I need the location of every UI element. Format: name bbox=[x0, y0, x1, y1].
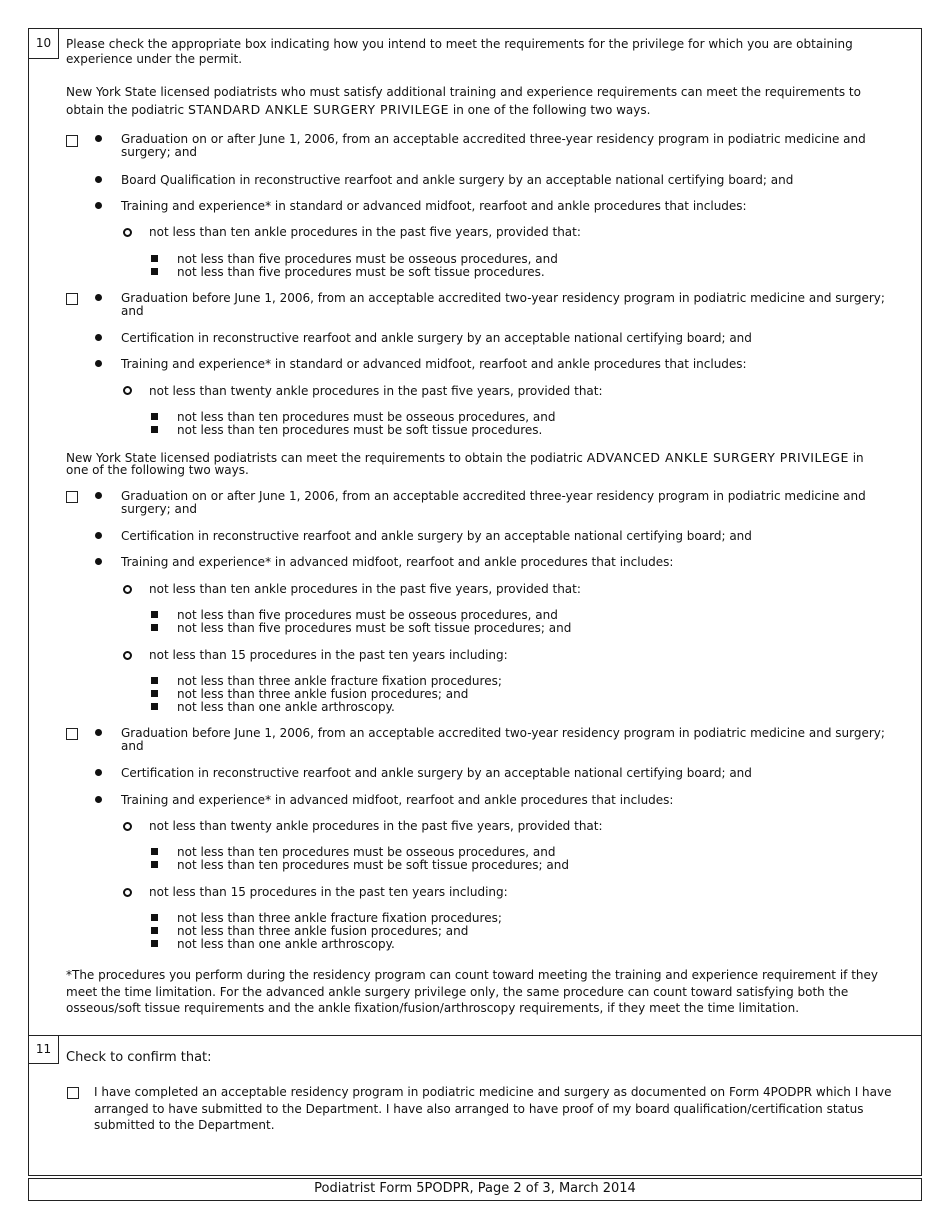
advanced-option-2-sub2: not less than 15 procedures in the past ten years including: bbox=[149, 885, 508, 899]
square-bullet bbox=[151, 268, 158, 275]
standard-intro-line2: obtain the podiatric STANDARD ANKLE SURGERY PRIVILEGE in one of the following two ways. bbox=[66, 102, 651, 117]
square-bullet bbox=[151, 927, 158, 934]
advanced-option-2-fracture: not less than three ankle fracture fixation procedures; bbox=[177, 911, 502, 925]
advanced-option-2-sub1: not less than twenty ankle procedures in the past five years, provided that: bbox=[149, 819, 603, 833]
square-bullet bbox=[151, 426, 158, 433]
circle-bullet bbox=[123, 651, 132, 660]
advanced-option-2-fusion: not less than three ankle fusion procedures; and bbox=[177, 924, 469, 938]
q10-intro: Please check the appropriate box indicating how you intend to meet the requirements for the privilege for which you are obtaining experience under the permit. bbox=[66, 37, 853, 66]
bullet bbox=[95, 294, 102, 301]
square-bullet bbox=[151, 624, 158, 631]
standard-intro-line1: New York State licensed podiatrists who must satisfy additional training and experience requirements can meet the requirements to bbox=[66, 85, 861, 99]
confirm-statement: I have completed an acceptable residency program in podiatric medicine and surgery as documented on Form 4PODPR which I have arranged to have submitted to the Department. I have also arranged to have proof of my board qualification/certification status submitted to the Department. bbox=[94, 1085, 892, 1132]
square-bullet bbox=[151, 413, 158, 420]
advanced-option-2-soft: not less than ten procedures must be soft tissue procedures; and bbox=[177, 858, 569, 872]
standard-option-1-soft: not less than five procedures must be soft tissue procedures. bbox=[177, 265, 545, 279]
bullet bbox=[95, 360, 102, 367]
square-bullet bbox=[151, 914, 158, 921]
question-10-section bbox=[28, 28, 922, 1036]
advanced-option-1-graduation: Graduation on or after June 1, 2006, from an acceptable accredited three-year residency program in podiatric medicine and surgery; and bbox=[121, 489, 866, 516]
advanced-intro-line2: one of the following two ways. bbox=[66, 463, 249, 477]
standard-option-1-training: Training and experience* in standard or advanced midfoot, rearfoot and ankle procedures that includes: bbox=[121, 199, 747, 213]
standard-option-1-graduation: Graduation on or after June 1, 2006, from an acceptable accredited three-year residency program in podiatric medicine and surgery; and bbox=[121, 132, 866, 159]
bullet bbox=[95, 796, 102, 803]
advanced-option-2-checkbox[interactable] bbox=[66, 728, 78, 740]
question-number: 10 bbox=[29, 29, 59, 59]
advanced-option-1-osseous: not less than five procedures must be osseous procedures, and bbox=[177, 608, 558, 622]
footnote: *The procedures you perform during the residency program can count toward meeting the training and experience requirement if they meet the time limitation. For the advanced ankle surgery privilege only, the same procedure can count toward satisfying both the osseous/soft tissue requirements and the ankle fixation/fusion/arthroscopy requirements, if they meet the time limitation. bbox=[66, 968, 878, 1015]
advanced-intro-line1: New York State licensed podiatrists can meet the requirements to obtain the podiatric ADVANCED ANKLE SURGERY PRIVILEGE in bbox=[66, 450, 864, 465]
advanced-option-1-soft: not less than five procedures must be soft tissue procedures; and bbox=[177, 621, 572, 635]
square-bullet bbox=[151, 703, 158, 710]
standard-option-1-checkbox[interactable] bbox=[66, 135, 78, 147]
bullet bbox=[95, 334, 102, 341]
standard-option-1-osseous: not less than five procedures must be osseous procedures, and bbox=[177, 252, 558, 266]
standard-option-2-certification: Certification in reconstructive rearfoot and ankle surgery by an acceptable national certifying board; and bbox=[121, 331, 752, 345]
advanced-option-2-training: Training and experience* in advanced midfoot, rearfoot and ankle procedures that includes: bbox=[121, 793, 674, 807]
circle-bullet bbox=[123, 822, 132, 831]
bullet bbox=[95, 202, 102, 209]
advanced-option-1-fusion: not less than three ankle fusion procedures; and bbox=[177, 687, 469, 701]
question-11-section bbox=[28, 1036, 922, 1176]
bullet bbox=[95, 729, 102, 736]
bullet bbox=[95, 558, 102, 565]
bullet bbox=[95, 532, 102, 539]
standard-option-2-osseous: not less than ten procedures must be osseous procedures, and bbox=[177, 410, 556, 424]
confirm-checkbox[interactable] bbox=[67, 1087, 79, 1099]
square-bullet bbox=[151, 255, 158, 262]
advanced-option-2-certification: Certification in reconstructive rearfoot and ankle surgery by an acceptable national certifying board; and bbox=[121, 766, 752, 780]
circle-bullet bbox=[123, 228, 132, 237]
advanced-option-1-certification: Certification in reconstructive rearfoot and ankle surgery by an acceptable national certifying board; and bbox=[121, 529, 752, 543]
advanced-option-1-arthroscopy: not less than one ankle arthroscopy. bbox=[177, 700, 395, 714]
advanced-option-1-fracture: not less than three ankle fracture fixation procedures; bbox=[177, 674, 502, 688]
page-footer: Podiatrist Form 5PODPR, Page 2 of 3, March 2014 bbox=[28, 1178, 922, 1201]
advanced-option-2-graduation: Graduation before June 1, 2006, from an acceptable accredited two-year residency program in podiatric medicine and surgery; and bbox=[121, 726, 885, 753]
advanced-option-1-sub1: not less than ten ankle procedures in the past five years, provided that: bbox=[149, 582, 581, 596]
advanced-option-1-training: Training and experience* in advanced midfoot, rearfoot and ankle procedures that includes: bbox=[121, 555, 674, 569]
square-bullet bbox=[151, 611, 158, 618]
advanced-option-1-sub2: not less than 15 procedures in the past ten years including: bbox=[149, 648, 508, 662]
bullet bbox=[95, 769, 102, 776]
advanced-option-2-arthroscopy: not less than one ankle arthroscopy. bbox=[177, 937, 395, 951]
question-number: 11 bbox=[29, 1036, 59, 1064]
circle-bullet bbox=[123, 888, 132, 897]
standard-option-2-graduation: Graduation before June 1, 2006, from an acceptable accredited two-year residency program in podiatric medicine and surgery; and bbox=[121, 291, 885, 318]
bullet bbox=[95, 176, 102, 183]
square-bullet bbox=[151, 848, 158, 855]
square-bullet bbox=[151, 861, 158, 868]
standard-option-2-soft: not less than ten procedures must be soft tissue procedures. bbox=[177, 423, 543, 437]
standard-option-2-training: Training and experience* in standard or advanced midfoot, rearfoot and ankle procedures that includes: bbox=[121, 357, 747, 371]
standard-option-1-board: Board Qualification in reconstructive rearfoot and ankle surgery by an acceptable national certifying board; and bbox=[121, 173, 794, 187]
bullet bbox=[95, 135, 102, 142]
circle-bullet bbox=[123, 585, 132, 594]
square-bullet bbox=[151, 940, 158, 947]
standard-option-2-sub: not less than twenty ankle procedures in the past five years, provided that: bbox=[149, 384, 603, 398]
circle-bullet bbox=[123, 386, 132, 395]
bullet bbox=[95, 492, 102, 499]
square-bullet bbox=[151, 690, 158, 697]
square-bullet bbox=[151, 677, 158, 684]
standard-option-1-sub: not less than ten ankle procedures in the past five years, provided that: bbox=[149, 225, 581, 239]
q11-title: Check to confirm that: bbox=[66, 1050, 212, 1065]
advanced-option-1-checkbox[interactable] bbox=[66, 491, 78, 503]
standard-option-2-checkbox[interactable] bbox=[66, 293, 78, 305]
advanced-option-2-osseous: not less than ten procedures must be osseous procedures, and bbox=[177, 845, 556, 859]
